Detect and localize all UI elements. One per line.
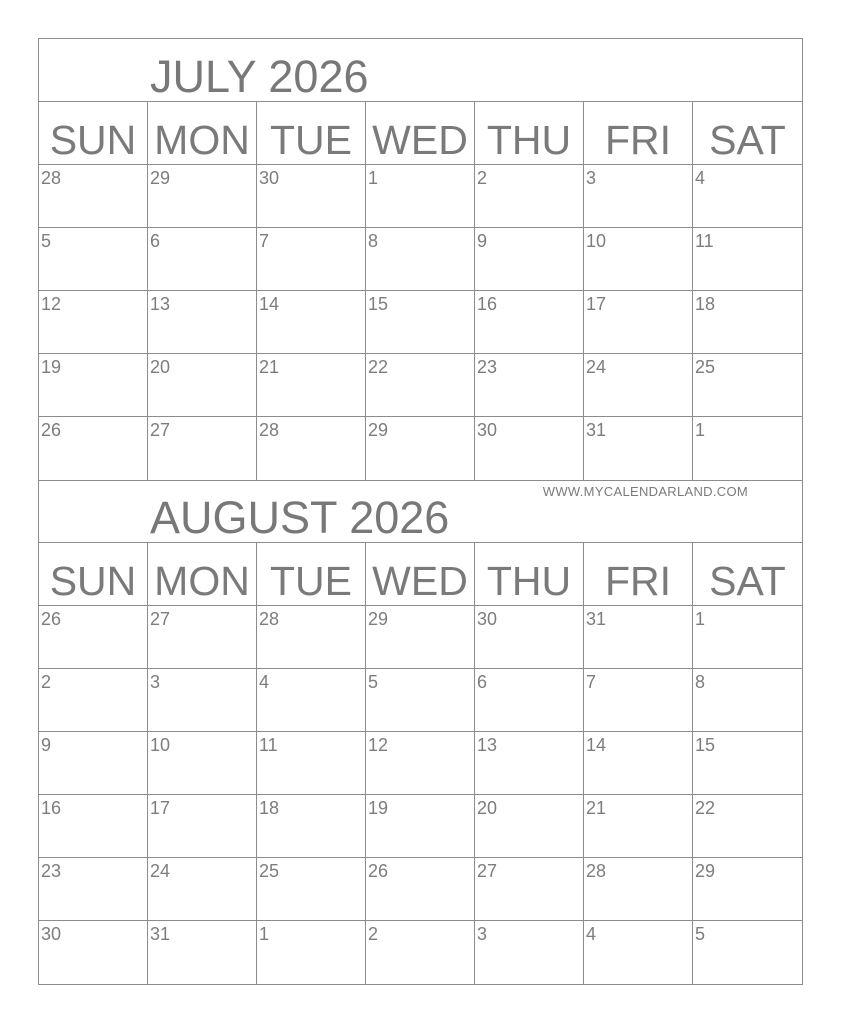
day-number: 20 bbox=[477, 798, 498, 818]
day-number: 24 bbox=[150, 861, 171, 881]
weekday-sun: SUN bbox=[39, 543, 148, 605]
day-cell bbox=[39, 291, 148, 353]
day-cell bbox=[366, 921, 475, 984]
day-number: 9 bbox=[477, 231, 488, 251]
day-number: 28 bbox=[259, 420, 280, 440]
day-cell bbox=[584, 165, 693, 227]
day-number: 5 bbox=[41, 231, 52, 251]
day-cell bbox=[148, 732, 257, 794]
day-cell bbox=[693, 291, 802, 353]
day-number: 29 bbox=[368, 420, 389, 440]
day-cell bbox=[39, 795, 148, 857]
day-cell bbox=[584, 354, 693, 416]
day-number: 26 bbox=[41, 420, 62, 440]
day-cell bbox=[39, 228, 148, 290]
day-cell bbox=[148, 417, 257, 480]
weekday-mon: MON bbox=[148, 102, 257, 164]
day-cell bbox=[693, 606, 802, 668]
day-cell bbox=[148, 291, 257, 353]
day-number: 17 bbox=[150, 798, 171, 818]
day-number: 19 bbox=[368, 798, 389, 818]
day-number: 29 bbox=[150, 168, 171, 188]
day-cell bbox=[366, 228, 475, 290]
day-cell bbox=[148, 228, 257, 290]
day-number: 22 bbox=[368, 357, 389, 377]
day-number: 17 bbox=[586, 294, 607, 314]
day-number: 23 bbox=[41, 861, 62, 881]
day-cell bbox=[584, 606, 693, 668]
day-cell bbox=[148, 354, 257, 416]
day-number: 3 bbox=[477, 924, 488, 944]
day-number: 5 bbox=[695, 924, 706, 944]
week-row bbox=[39, 417, 802, 480]
day-number: 10 bbox=[150, 735, 171, 755]
day-cell bbox=[475, 858, 584, 920]
day-number: 6 bbox=[477, 672, 488, 692]
day-number: 28 bbox=[586, 861, 607, 881]
day-number: 9 bbox=[41, 735, 52, 755]
day-cell bbox=[148, 606, 257, 668]
day-number: 1 bbox=[368, 168, 379, 188]
day-cell bbox=[148, 795, 257, 857]
two-month-calendar bbox=[38, 38, 803, 985]
day-cell bbox=[39, 165, 148, 227]
day-number: 4 bbox=[259, 672, 270, 692]
weekday-wed: WED bbox=[366, 543, 475, 605]
day-cell bbox=[475, 165, 584, 227]
day-number: 21 bbox=[259, 357, 280, 377]
day-number: 11 bbox=[695, 231, 714, 251]
day-cell bbox=[257, 606, 366, 668]
day-number: 13 bbox=[150, 294, 171, 314]
day-cell bbox=[584, 669, 693, 731]
day-number: 6 bbox=[150, 231, 161, 251]
day-number: 27 bbox=[150, 609, 171, 629]
day-cell bbox=[475, 417, 584, 480]
day-cell bbox=[584, 795, 693, 857]
day-cell bbox=[148, 165, 257, 227]
day-cell bbox=[257, 669, 366, 731]
weekday-thu: THU bbox=[475, 543, 584, 605]
day-number: 1 bbox=[695, 420, 706, 440]
day-number: 31 bbox=[586, 609, 607, 629]
day-number: 28 bbox=[41, 168, 62, 188]
day-cell bbox=[584, 291, 693, 353]
day-cell bbox=[584, 858, 693, 920]
day-number: 16 bbox=[477, 294, 498, 314]
day-cell bbox=[366, 165, 475, 227]
day-cell bbox=[693, 732, 802, 794]
month-july bbox=[39, 39, 802, 480]
day-cell bbox=[475, 732, 584, 794]
day-cell bbox=[475, 606, 584, 668]
month-title: JULY 2026 bbox=[150, 51, 369, 102]
weekday-fri: FRI bbox=[584, 102, 693, 164]
day-number: 19 bbox=[41, 357, 62, 377]
day-number: 2 bbox=[477, 168, 488, 188]
day-number: 20 bbox=[150, 357, 171, 377]
day-number: 23 bbox=[477, 357, 498, 377]
day-number: 8 bbox=[368, 231, 379, 251]
day-cell bbox=[366, 606, 475, 668]
day-number: 31 bbox=[150, 924, 171, 944]
day-number: 26 bbox=[368, 861, 389, 881]
week-row bbox=[39, 354, 802, 417]
week-row bbox=[39, 732, 802, 795]
month-august bbox=[39, 480, 802, 984]
day-number: 31 bbox=[586, 420, 607, 440]
day-number: 14 bbox=[259, 294, 280, 314]
day-cell bbox=[39, 606, 148, 668]
day-cell bbox=[39, 858, 148, 920]
day-number: 30 bbox=[477, 609, 498, 629]
day-number: 13 bbox=[477, 735, 498, 755]
day-cell bbox=[693, 228, 802, 290]
day-cell bbox=[584, 921, 693, 984]
day-cell bbox=[257, 417, 366, 480]
day-number: 4 bbox=[586, 924, 597, 944]
week-row bbox=[39, 858, 802, 921]
day-cell bbox=[475, 795, 584, 857]
weekday-tue: TUE bbox=[257, 543, 366, 605]
day-cell bbox=[366, 417, 475, 480]
day-number: 1 bbox=[695, 609, 706, 629]
day-cell bbox=[257, 291, 366, 353]
day-number: 11 bbox=[259, 735, 278, 755]
day-cell bbox=[693, 669, 802, 731]
week-row bbox=[39, 606, 802, 669]
day-cell bbox=[148, 858, 257, 920]
week-row bbox=[39, 228, 802, 291]
day-number: 24 bbox=[586, 357, 607, 377]
day-number: 3 bbox=[586, 168, 597, 188]
weekday-fri: FRI bbox=[584, 543, 693, 605]
day-number: 4 bbox=[695, 168, 706, 188]
day-cell bbox=[693, 858, 802, 920]
day-cell bbox=[257, 795, 366, 857]
day-number: 5 bbox=[368, 672, 379, 692]
day-number: 14 bbox=[586, 735, 607, 755]
day-cell bbox=[693, 354, 802, 416]
day-cell bbox=[257, 354, 366, 416]
month-header bbox=[39, 480, 802, 543]
weekday-wed: WED bbox=[366, 102, 475, 164]
day-cell bbox=[475, 291, 584, 353]
day-cell bbox=[366, 732, 475, 794]
day-number: 29 bbox=[368, 609, 389, 629]
day-cell bbox=[475, 669, 584, 731]
day-number: 10 bbox=[586, 231, 607, 251]
day-cell bbox=[39, 921, 148, 984]
day-number: 26 bbox=[41, 609, 62, 629]
day-number: 22 bbox=[695, 798, 716, 818]
day-cell bbox=[584, 732, 693, 794]
week-row bbox=[39, 291, 802, 354]
weekday-tue: TUE bbox=[257, 102, 366, 164]
day-cell bbox=[257, 921, 366, 984]
weekday-header-row bbox=[39, 543, 802, 606]
day-number: 18 bbox=[695, 294, 716, 314]
day-number: 16 bbox=[41, 798, 62, 818]
day-number: 15 bbox=[695, 735, 716, 755]
day-cell bbox=[584, 228, 693, 290]
day-number: 25 bbox=[695, 357, 716, 377]
day-number: 7 bbox=[586, 672, 597, 692]
day-number: 29 bbox=[695, 861, 716, 881]
day-number: 27 bbox=[150, 420, 171, 440]
day-cell bbox=[366, 354, 475, 416]
day-number: 18 bbox=[259, 798, 280, 818]
day-cell bbox=[366, 669, 475, 731]
weekday-thu: THU bbox=[475, 102, 584, 164]
week-row bbox=[39, 669, 802, 732]
day-number: 8 bbox=[695, 672, 706, 692]
week-row bbox=[39, 921, 802, 984]
day-cell bbox=[257, 228, 366, 290]
day-number: 30 bbox=[259, 168, 280, 188]
day-number: 2 bbox=[41, 672, 52, 692]
day-cell bbox=[39, 669, 148, 731]
week-row bbox=[39, 795, 802, 858]
day-number: 12 bbox=[368, 735, 389, 755]
day-cell bbox=[584, 417, 693, 480]
day-cell bbox=[39, 732, 148, 794]
weekday-mon: MON bbox=[148, 543, 257, 605]
day-cell bbox=[693, 921, 802, 984]
day-number: 27 bbox=[477, 861, 498, 881]
day-number: 12 bbox=[41, 294, 62, 314]
day-cell bbox=[366, 795, 475, 857]
day-cell bbox=[148, 921, 257, 984]
weekday-sat: SAT bbox=[709, 558, 786, 604]
day-number: 3 bbox=[150, 672, 161, 692]
weekday-sat: SAT bbox=[709, 117, 786, 163]
month-title: AUGUST 2026 bbox=[150, 492, 450, 543]
day-number: 15 bbox=[368, 294, 389, 314]
day-cell bbox=[475, 921, 584, 984]
day-cell bbox=[257, 732, 366, 794]
day-cell bbox=[693, 417, 802, 480]
day-cell bbox=[39, 354, 148, 416]
day-cell bbox=[475, 228, 584, 290]
day-number: 21 bbox=[586, 798, 607, 818]
weekday-sun: SUN bbox=[39, 102, 148, 164]
day-cell bbox=[475, 354, 584, 416]
day-cell bbox=[366, 291, 475, 353]
day-number: 28 bbox=[259, 609, 280, 629]
day-number: 1 bbox=[259, 924, 270, 944]
day-number: 25 bbox=[259, 861, 280, 881]
day-cell bbox=[257, 858, 366, 920]
week-row bbox=[39, 165, 802, 228]
day-cell bbox=[693, 165, 802, 227]
day-number: 2 bbox=[368, 924, 379, 944]
day-number: 30 bbox=[477, 420, 498, 440]
month-header bbox=[39, 39, 802, 102]
day-cell bbox=[693, 795, 802, 857]
day-number: 30 bbox=[41, 924, 62, 944]
day-cell bbox=[148, 669, 257, 731]
weekday-header-row bbox=[39, 102, 802, 165]
website-url: WWW.MYCALENDARLAND.COM bbox=[542, 484, 748, 499]
day-cell bbox=[257, 165, 366, 227]
day-cell bbox=[366, 858, 475, 920]
day-cell bbox=[39, 417, 148, 480]
day-number: 7 bbox=[259, 231, 270, 251]
